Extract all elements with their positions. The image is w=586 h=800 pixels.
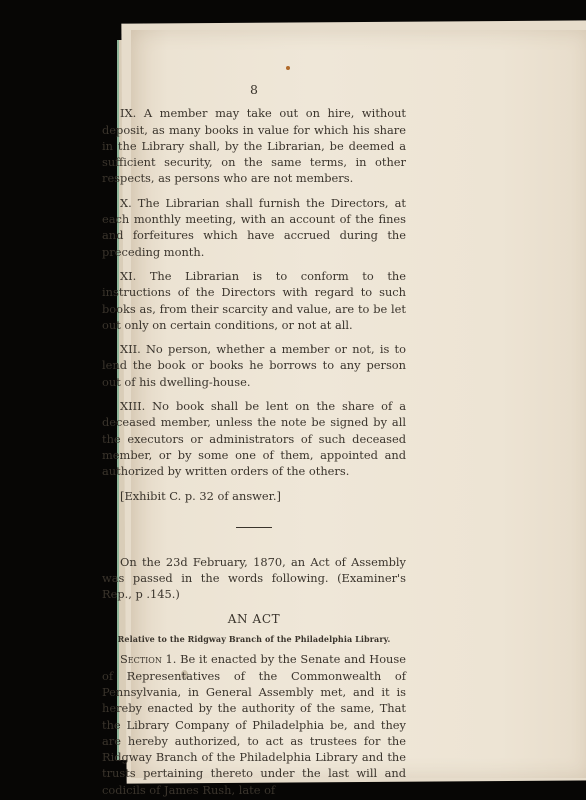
exhibit-reference: [Exhibit C. p. 32 of answer.] — [120, 488, 281, 503]
act-section-1-paragraph — [102, 651, 406, 798]
rule-ix-paragraph: IX. A member may take out on hire, without deposit, as many books in value for which his share in the Library shall, by the Librarian, be deemed a sufficient security, on the same terms, in other respects, as persons who are not members. — [102, 106, 406, 186]
rule-x-paragraph: X. The Librarian shall furnish the Directors, at each monthly meeting, with an account of the fines and forfeitures which have accrued during the preceding month. — [102, 195, 406, 259]
page-content — [102, 82, 406, 800]
section-divider — [236, 527, 272, 528]
rule-xiii-paragraph: XIII. No book shall be lent on the share of a deceased member, unless the note be signed by all the executors or administrators of such deceased member, or by some one of them, appointed and authorized by written orders of the others. — [102, 399, 406, 479]
act-intro-paragraph: On the 23d February, 1870, an Act of Assembly was passed in the words following. (Examiner's Rep., p .145.) — [102, 554, 406, 602]
act-subtitle: Relative to the Ridgway Branch of the Philadelphia Library. — [117, 634, 391, 645]
rule-xii-paragraph: XII. No person, whether a member or not, is to lend the book or books he borrows to any person out of his dwelling-house. — [102, 342, 406, 389]
act-heading: AN ACT — [227, 611, 281, 626]
section-label: Section 1. — [120, 652, 177, 667]
foxing-spot — [286, 66, 290, 70]
page-number: 8 — [250, 82, 258, 97]
rule-xi-paragraph: XI. The Librarian is to conform to the instructions of the Directors with regard to such books as, from their scarcity and value, are to be let out only on certain conditions, or not at all. — [102, 268, 406, 332]
section-text: Be it enacted by the Senate and House of Representatives of the Commonwealth of Pennsylvania, in General Assembly met, and it is hereby enacted by the authority of the same, That the Library Company of Philadelphia be, and they are hereby authorized, to act as trustees for the Ridgway Branch of the Philadelphia Library and the trusts pertaining thereto under the last will and codicils of James Rush, late of — [102, 652, 406, 797]
